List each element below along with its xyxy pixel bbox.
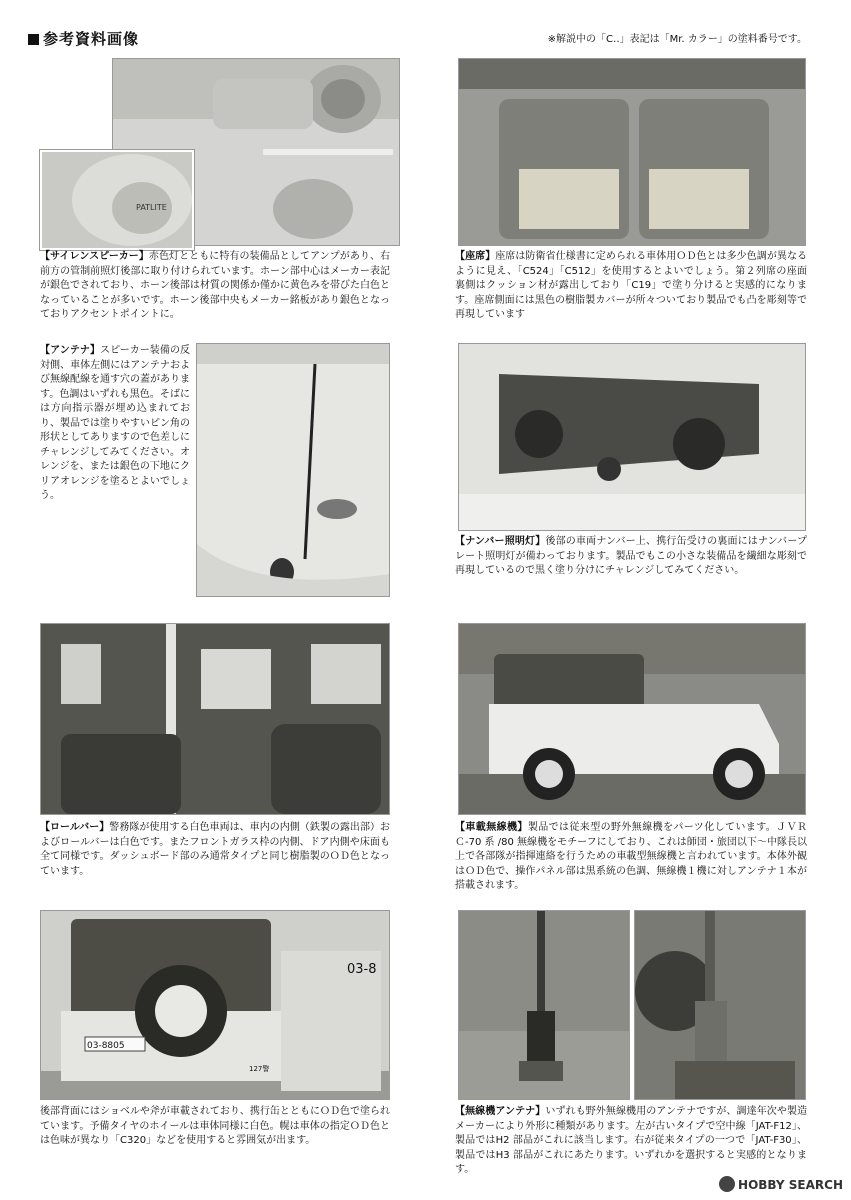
roll-bar-caption	[40, 821, 390, 879]
siren-caption	[40, 250, 390, 323]
radio-antenna-caption-label: 【 無線機アンテナ 】	[455, 1106, 545, 1117]
siren-caption-label: 【 サイレンスピーカー 】	[40, 251, 149, 262]
antenna-caption-text: スピーカー装備の反対側、車体左側にはアンテナおよび無線配線を通す穴の蓋があります。色調はいずれも黒色。そばには方向指示器が埋め込まれており、製品では塗りやすいピン角の形状としてありますので色差しにチャレンジしてみてください。オレンジを、または銀色の下地にクリアオレンジを塗るとよいでしょう。	[40, 345, 191, 501]
plate-light-caption	[455, 535, 807, 579]
antenna-old-photo	[458, 910, 630, 1100]
vehicle-photo	[458, 623, 806, 815]
seat-photo	[458, 58, 806, 246]
radio-caption	[455, 821, 807, 894]
page-title: 参考資料画像	[43, 30, 140, 48]
radio-caption-label: 【 車載無線機 】	[455, 822, 528, 833]
heading-square-icon	[28, 34, 39, 45]
rear-plate-text: 03-8805	[87, 1041, 125, 1051]
radio-caption-text: 製品では従来型の野外無線機をパーツ化しています。ＪＶＲＣ-70 系 /80 無線機をモチーフにしており、これは師団・旅団以下～中隊長以上で各部隊が指揮連絡を行うための車載型無線機と言われています。本体外観はＯＤ色で、操作パネル部は黒系統の色調、無線機１機に対しアンテナ１本が搭載されます。	[455, 822, 808, 891]
rear-caption	[40, 1105, 390, 1149]
siren-caption-text: 赤色灯とともに特有の装備品としてアンプがあり、右前方の管制前照灯後部に取り付けられています。ホーン部中心はメーカー表記が銀色でされており、ホーン後部は材質の関係か僅かに黄色みを帯びた白色となっていることが多いです。ホーン後部中央もメーカー銘板があり銀色となっておりアクセントポイントに。	[40, 251, 391, 320]
plate-light-caption-text: 後部の車両ナンバー上、携行缶受けの裏面にはナンバープレート照明灯が備わっております。製品でもこの小さな装備品を繊細な彫刻で再現しているので黒く塗り分けにチャレンジしてみてください。	[455, 536, 808, 576]
antenna-caption	[40, 344, 190, 504]
roll-bar-photo	[40, 623, 390, 815]
rear-caption-text: 後部背面にはショベルや斧が車載されており、携行缶とともにＯＤ色で塗られています。予備タイヤのホイールは車体同様に白色。幌は車体の指定ＯＤ色とは色味が異なり「C320」などを使用すると雰囲気が出ます。	[40, 1106, 390, 1146]
side-plate-text: 03-8	[347, 962, 377, 977]
radio-antenna-caption	[455, 1105, 807, 1178]
inset-brand-label: PATLITE	[136, 203, 167, 212]
radio-antenna-caption-text: いずれも野外無線機用のアンテナですが、調達年次や製造メーカーにより外形に種類があります。左が古いタイプで空中線「JAT-F12」、製品ではH2 部品がこれに該当します。右が従来タイプの一つで「JAT-F30」、製品ではH3 部品がこれにあたります。いずれかを選択すると実感的となります。	[455, 1106, 808, 1175]
plate-light-photo	[458, 343, 806, 531]
plate-light-caption-label: 【 ナンバー照明灯 】	[455, 536, 545, 547]
siren-inset-photo	[40, 150, 194, 250]
paint-code-note: ※解説中の「C‥」表記は「Mr. カラー」の塗料番号です。	[547, 34, 807, 45]
watermark-text: HOBBY SEARCH	[738, 1178, 843, 1192]
antenna-new-photo	[634, 910, 806, 1100]
antenna-photo	[196, 343, 390, 597]
seat-caption-label: 【 座席 】	[455, 251, 495, 262]
roll-bar-caption-text: 警務隊が使用する白色車両は、車内の内側（鉄製の露出部）およびロールバーは白色です。またフロントガラス枠の内側、ドア内側や床面も全て同様です。ダッシュボード部のみ通常タイプと同じ樹脂製のＯＤ色となっています。	[40, 822, 391, 877]
rear-photo	[40, 910, 390, 1100]
hobby-search-logo-icon	[719, 1176, 735, 1192]
seat-caption-text: 座席は防衛省仕様書に定められる車体用ＯＤ色とは多少色調が異なるように見え、「C524」「C512」を使用するとよいでしょう。第２列席の座面裏側はクッション材が露出しており「C19」で塗り分けると実感的になります。座席側面には黒色の樹脂製カバーが所々ついており製品でも凸を彫刻等で再現しています	[455, 251, 808, 320]
page-heading	[28, 28, 139, 49]
roll-bar-caption-label: 【 ロールバー 】	[40, 822, 109, 833]
rear-tag-text: 127警	[249, 1065, 270, 1073]
antenna-caption-label: 【 アンテナ 】	[40, 345, 100, 356]
hobby-search-watermark	[719, 1176, 843, 1192]
seat-caption	[455, 250, 807, 323]
